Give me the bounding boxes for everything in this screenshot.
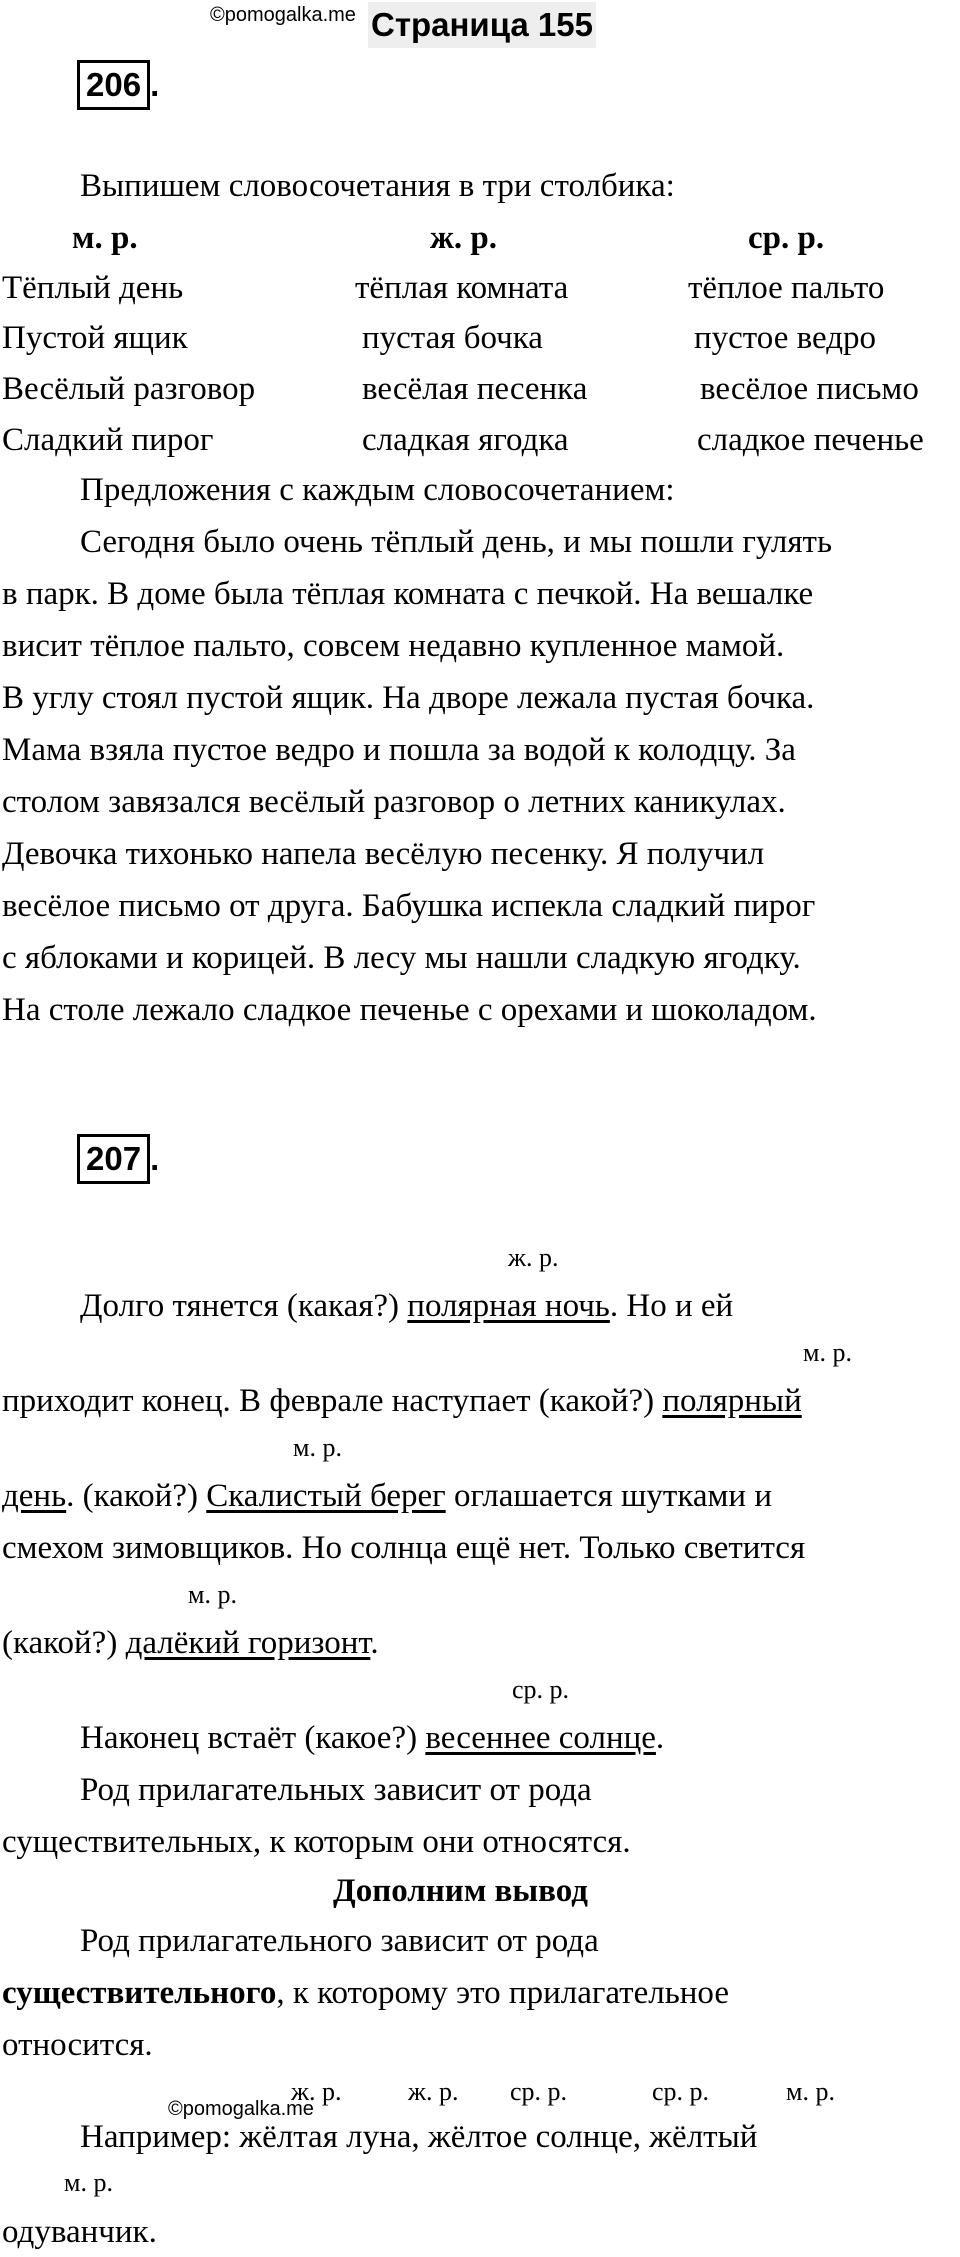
gender-note: ж. р. <box>408 2077 459 2106</box>
exercise-207-number: 207 . <box>77 1134 159 1184</box>
text-line: Долго тянется (какая?) полярная ночь. Но и ей <box>80 1288 734 1324</box>
text-line: с яблоками и корицей. В лесу мы нашли сладкую ягодку. <box>2 940 801 976</box>
text-line: висит тёплое пальто, совсем недавно купленное мамой. <box>2 628 785 664</box>
table-cell: весёлое письмо <box>700 371 919 407</box>
text-line: приходит конец. В феврале наступает (какой?) полярный <box>2 1383 802 1419</box>
table-cell: Пустой ящик <box>2 320 188 356</box>
text-line: день. (какой?) Скалистый берег оглашается шутками и <box>2 1478 772 1514</box>
text-line: весёлое письмо от друга. Бабушка испекла сладкий пирог <box>2 888 816 924</box>
watermark-top: ©pomogalka.me <box>210 4 356 26</box>
column-header-masculine: м. р. <box>72 220 138 256</box>
gender-note: ж. р. <box>291 2077 342 2106</box>
text-line: одуванчик. <box>2 2214 157 2250</box>
gender-note: м. р. <box>64 2168 113 2197</box>
column-header-neuter: ср. р. <box>748 220 825 256</box>
text-line: относится. <box>2 2027 153 2063</box>
table-cell: весёлая песенка <box>362 371 588 407</box>
gender-note: м. р. <box>293 1433 342 1462</box>
text-line: На столе лежало сладкое печенье с орехами и шоколадом. <box>2 992 817 1028</box>
gender-note: м. р. <box>803 1338 852 1367</box>
table-cell: Весёлый разговор <box>2 371 256 407</box>
gender-note: м. р. <box>188 1580 237 1609</box>
table-cell: пустая бочка <box>362 320 543 356</box>
text-line: Девочка тихонько напела весёлую песенку. Я получил <box>2 836 765 872</box>
table-cell: Тёплый день <box>2 270 184 306</box>
exercise-206-number: 206 . <box>77 60 159 110</box>
conclusion-title: Дополним вывод <box>333 1873 588 1909</box>
text-line: В углу стоял пустой ящик. На дворе лежала пустая бочка. <box>2 680 815 716</box>
text-line: существительного, к которому это прилагательное <box>2 1975 729 2011</box>
table-cell: сладкое печенье <box>697 422 924 458</box>
text-line: Наконец встаёт (какое?) весеннее солнце. <box>80 1720 665 1756</box>
text-line: Например: жёлтая луна, жёлтое солнце, жёлтый <box>80 2119 758 2155</box>
text-line: столом завязался весёлый разговор о летних каникулах. <box>2 784 786 820</box>
table-cell: сладкая ягодка <box>362 422 569 458</box>
text-line: Род прилагательных зависит от рода <box>80 1772 592 1808</box>
table-cell: Сладкий пирог <box>2 422 214 458</box>
gender-note: ср. р. <box>512 1675 570 1704</box>
page-title: Страница 155 <box>368 2 596 48</box>
table-cell: пустое ведро <box>694 320 876 356</box>
underlined-phrase: весеннее солнце <box>425 1720 656 1756</box>
underlined-phrase: полярный <box>662 1383 802 1419</box>
text-line: Род прилагательного зависит от рода <box>80 1923 599 1959</box>
column-header-feminine: ж. р. <box>430 220 498 256</box>
text-line: Мама взяла пустое ведро и пошла за водой к колодцу. За <box>2 732 796 768</box>
text-line: Сегодня было очень тёплый день, и мы пошли гулять <box>80 524 833 560</box>
text-line: смехом зимовщиков. Но солнца ещё нет. Только светится <box>2 1530 806 1566</box>
gender-note: ж. р. <box>508 1243 559 1272</box>
gender-note: м. р. <box>786 2077 835 2106</box>
watermark-bottom: ©pomogalka.me <box>168 2098 314 2120</box>
table-cell: тёплое пальто <box>688 270 885 306</box>
text-line: в парк. В доме была тёплая комната с печкой. На вешалке <box>2 576 814 612</box>
gender-note: ср. р. <box>652 2077 710 2106</box>
gender-note: ср. р. <box>510 2077 568 2106</box>
table-cell: тёплая комната <box>355 270 569 306</box>
underlined-phrase: полярная ночь <box>407 1288 610 1324</box>
underlined-phrase: далёкий горизонт <box>125 1625 371 1661</box>
ex206-intro: Выпишем словосочетания в три столбика: <box>80 168 675 204</box>
sentences-intro: Предложения с каждым словосочетанием: <box>80 472 675 508</box>
text-line: существительных, к которым они относятся. <box>2 1824 631 1860</box>
underlined-phrase: день <box>2 1478 67 1514</box>
underlined-phrase: Скалистый берег <box>206 1478 446 1514</box>
text-line: (какой?) далёкий горизонт. <box>2 1625 379 1661</box>
